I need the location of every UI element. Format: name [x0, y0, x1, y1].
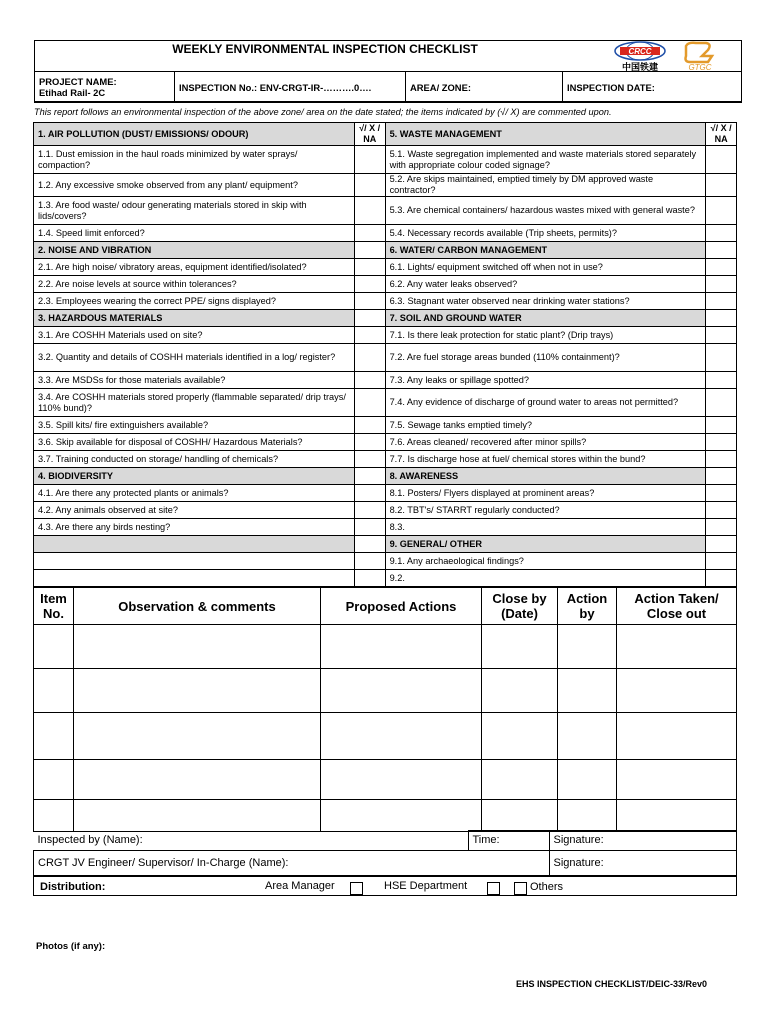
checklist-question: 5.1. Waste segregation implemented and waste materials stored separately with appropriate colour coded signage? — [385, 146, 706, 174]
inspection-date-field[interactable]: INSPECTION DATE: — [563, 72, 742, 103]
observation-row — [34, 713, 737, 760]
logo-chinese-text: 中国铁建 — [621, 63, 659, 72]
item-no-cell[interactable] — [34, 669, 74, 713]
checklist-question: 2.1. Are high noise/ vibratory areas, equipment identified/isolated? — [34, 259, 355, 276]
project-name: Etihad Rail- 2C — [39, 87, 106, 98]
check-mark-cell[interactable] — [706, 225, 737, 242]
item-no-cell[interactable] — [34, 625, 74, 669]
checklist-row — [34, 536, 737, 553]
check-mark-cell[interactable] — [706, 553, 737, 570]
check-mark-cell[interactable] — [706, 502, 737, 519]
check-mark-cell[interactable] — [354, 451, 385, 468]
observation-row — [34, 800, 737, 832]
check-mark-cell[interactable] — [706, 389, 737, 417]
check-mark-cell[interactable] — [706, 259, 737, 276]
checklist-row — [34, 389, 737, 417]
check-mark-cell[interactable] — [706, 344, 737, 372]
checklist-question: 1.1. Dust emission in the haul roads minimized by water sprays/ compaction? — [34, 146, 355, 174]
proposed-action-cell[interactable] — [321, 669, 482, 713]
check-mark-cell[interactable] — [354, 553, 385, 570]
checklist-question: 3.5. Spill kits/ fire extinguishers available? — [34, 417, 355, 434]
action-taken-cell[interactable] — [617, 713, 737, 760]
check-mark-cell[interactable] — [354, 434, 385, 451]
inspection-no-field[interactable]: INSPECTION No.: ENV-CRGT-IR-……….0…. — [175, 72, 406, 103]
gtgc-logo-text: GTGC — [688, 63, 712, 72]
item-no-cell[interactable] — [34, 760, 74, 800]
checklist-row — [34, 242, 737, 259]
inspection-checklist — [33, 122, 737, 587]
checklist-question: 3.1. Are COSHH Materials used on site? — [34, 327, 355, 344]
checklist-question: 1.4. Speed limit enforced? — [34, 225, 355, 242]
footer-doc-code: EHS INSPECTION CHECKLIST/DEIC-33/Rev0 — [516, 979, 708, 989]
checklist-question: 9.1. Any archaeological findings? — [385, 553, 706, 570]
checklist-question: 7.6. Areas cleaned/ recovered after minor spills? — [385, 434, 706, 451]
checklist-question: 2.2. Are noise levels at source within tolerances? — [34, 276, 355, 293]
check-mark-cell[interactable] — [706, 174, 737, 197]
check-mark-cell[interactable] — [354, 259, 385, 276]
distribution-label: Distribution: — [40, 881, 106, 893]
proposed-action-cell[interactable] — [321, 800, 482, 832]
checklist-row — [34, 519, 737, 536]
observation-cell[interactable] — [74, 800, 321, 832]
checklist-row — [34, 123, 737, 146]
check-mark-cell[interactable] — [706, 536, 737, 553]
check-mark-cell[interactable] — [354, 327, 385, 344]
check-mark-cell[interactable] — [354, 276, 385, 293]
project-name-cell[interactable] — [35, 72, 175, 103]
close-by-cell[interactable] — [482, 713, 558, 760]
checklist-question: 6.3. Stagnant water observed near drinking water stations? — [385, 293, 706, 310]
checklist-question: 4.3. Are there any birds nesting? — [34, 519, 355, 536]
distribution-row — [33, 876, 737, 896]
check-mark-cell[interactable] — [354, 372, 385, 389]
photos-label: Photos (if any): — [36, 941, 106, 952]
check-mark-cell[interactable] — [354, 146, 385, 174]
checklist-question: 8.2. TBT's/ STARRT regularly conducted? — [385, 502, 706, 519]
check-mark-cell[interactable] — [354, 536, 385, 553]
action-by-cell[interactable] — [558, 625, 617, 669]
check-mark-cell[interactable] — [354, 519, 385, 536]
check-mark-cell[interactable] — [706, 451, 737, 468]
checklist-question: 7.1. Is there leak protection for static plant? (Drip trays) — [385, 327, 706, 344]
checklist-question: 9.2. — [385, 570, 706, 587]
signature-table — [33, 830, 737, 876]
observation-row — [34, 625, 737, 669]
col-action-by: Action by — [558, 588, 617, 625]
col-action-taken: Action Taken/ Close out — [617, 588, 737, 625]
checklist-row — [34, 502, 737, 519]
checklist-row — [34, 146, 737, 174]
time-field[interactable]: Time: — [468, 831, 549, 851]
col-item-no: Item No. — [34, 588, 74, 625]
checklist-question: 7.5. Sewage tanks emptied timely? — [385, 417, 706, 434]
checklist-row — [34, 372, 737, 389]
check-mark-cell[interactable] — [706, 242, 737, 259]
check-mark-cell[interactable] — [354, 242, 385, 259]
checklist-question: 3.2. Quantity and details of COSHH materials identified in a log/ register? — [34, 344, 355, 372]
observation-row — [34, 669, 737, 713]
checklist-question: 3.6. Skip available for disposal of COSHH/ Hazardous Materials? — [34, 434, 355, 451]
checklist-row — [34, 570, 737, 587]
checklist-row — [34, 276, 737, 293]
checklist-question: 7.3. Any leaks or spillage spotted? — [385, 372, 706, 389]
checklist-row — [34, 327, 737, 344]
section-heading: 1. AIR POLLUTION (DUST/ EMISSIONS/ ODOUR) — [34, 123, 355, 146]
check-mark-cell[interactable] — [354, 174, 385, 197]
check-mark-cell[interactable] — [354, 468, 385, 485]
check-mark-cell[interactable] — [706, 434, 737, 451]
checklist-question — [34, 570, 355, 587]
close-by-cell[interactable] — [482, 800, 558, 832]
header-info-row — [34, 71, 742, 103]
action-taken-cell[interactable] — [617, 669, 737, 713]
checklist-question: 7.7. Is discharge hose at fuel/ chemical stores within the bund? — [385, 451, 706, 468]
checklist-row — [34, 417, 737, 434]
area-zone-field[interactable]: AREA/ ZONE: — [406, 72, 563, 103]
checklist-question — [34, 553, 355, 570]
signature-field[interactable]: Signature: — [549, 831, 737, 851]
check-mark-cell[interactable] — [354, 417, 385, 434]
section-heading: 6. WATER/ CARBON MANAGEMENT — [385, 242, 706, 259]
check-mark-cell[interactable] — [354, 225, 385, 242]
observation-table — [33, 587, 737, 832]
checklist-question: 4.1. Are there any protected plants or animals? — [34, 485, 355, 502]
checklist-question: 8.1. Posters/ Flyers displayed at prominent areas? — [385, 485, 706, 502]
checklist-question: 5.3. Are chemical containers/ hazardous wastes mixed with general waste? — [385, 197, 706, 225]
inspected-by-field[interactable]: Inspected by (Name): — [37, 833, 143, 846]
checklist-row — [34, 344, 737, 372]
section-heading: 9. GENERAL/ OTHER — [385, 536, 706, 553]
crcc-logo-icon — [608, 40, 743, 72]
action-by-cell[interactable] — [558, 713, 617, 760]
checklist-row — [34, 485, 737, 502]
checklist-row — [34, 293, 737, 310]
section-heading: 3. HAZARDOUS MATERIALS — [34, 310, 355, 327]
check-mark-cell[interactable] — [354, 389, 385, 417]
checklist-question: 6.2. Any water leaks observed? — [385, 276, 706, 293]
checklist-question: 1.2. Any excessive smoke observed from any plant/ equipment? — [34, 174, 355, 197]
observation-cell[interactable] — [74, 669, 321, 713]
project-label: PROJECT NAME: — [39, 76, 117, 87]
checklist-row — [34, 468, 737, 485]
observation-header-row — [34, 588, 737, 625]
observation-row — [34, 760, 737, 800]
checklist-question: 5.4. Necessary records available (Trip sheets, permits)? — [385, 225, 706, 242]
check-mark-cell[interactable] — [354, 502, 385, 519]
action-taken-cell[interactable] — [617, 625, 737, 669]
checklist-question: 3.4. Are COSHH materials stored properly (flammable separated/ drip trays/ 110% bund)? — [34, 389, 355, 417]
check-mark-cell[interactable]: √/ X / NA — [354, 123, 385, 146]
report-note: This report follows an environmental inspection of the above zone/ area on the date stated; the items indicated by (√/ X) are commented upon. — [34, 107, 612, 117]
action-by-cell[interactable] — [558, 760, 617, 800]
observation-cell[interactable] — [74, 760, 321, 800]
col-observation: Observation & comments — [74, 588, 321, 625]
observation-cell[interactable] — [74, 713, 321, 760]
checklist-question: 7.4. Any evidence of discharge of ground water to areas not permitted? — [385, 389, 706, 417]
checklist-question: 3.3. Are MSDSs for those materials available? — [34, 372, 355, 389]
form-title: WEEKLY ENVIRONMENTAL INSPECTION CHECKLIST — [172, 42, 478, 56]
checklist-row — [34, 197, 737, 225]
area-manager-checkbox[interactable] — [350, 882, 363, 895]
check-mark-cell[interactable] — [354, 344, 385, 372]
check-mark-cell[interactable] — [706, 519, 737, 536]
check-mark-cell[interactable] — [354, 197, 385, 225]
section-heading: 8. AWARENESS — [385, 468, 706, 485]
checklist-row — [34, 310, 737, 327]
check-mark-cell[interactable] — [706, 485, 737, 502]
signature-field-2[interactable]: Signature: — [549, 851, 737, 876]
checklist-row — [34, 553, 737, 570]
check-mark-cell[interactable] — [706, 293, 737, 310]
others-checkbox[interactable] — [514, 882, 527, 895]
action-by-cell[interactable] — [558, 800, 617, 832]
hse-label: HSE Department — [384, 880, 468, 892]
check-mark-cell[interactable] — [706, 146, 737, 174]
section-heading — [34, 536, 355, 553]
check-mark-cell[interactable] — [706, 310, 737, 327]
checklist-question: 7.2. Are fuel storage areas bunded (110% containment)? — [385, 344, 706, 372]
checklist-question: 5.2. Are skips maintained, emptied timely by DM approved waste contractor? — [385, 174, 706, 197]
check-mark-cell[interactable] — [706, 570, 737, 587]
checklist-row — [34, 434, 737, 451]
action-taken-cell[interactable] — [617, 800, 737, 832]
action-by-cell[interactable] — [558, 669, 617, 713]
col-close-by: Close by (Date) — [482, 588, 558, 625]
item-no-cell[interactable] — [34, 800, 74, 832]
check-mark-cell[interactable] — [354, 293, 385, 310]
company-logos — [608, 40, 743, 72]
checklist-row — [34, 225, 737, 242]
checklist-row — [34, 451, 737, 468]
col-proposed-actions: Proposed Actions — [321, 588, 482, 625]
checklist-row — [34, 174, 737, 197]
proposed-action-cell[interactable] — [321, 625, 482, 669]
check-mark-cell[interactable] — [706, 372, 737, 389]
check-mark-cell[interactable]: √/ X / NA — [706, 123, 737, 146]
checklist-question: 6.1. Lights/ equipment switched off when not in use? — [385, 259, 706, 276]
checklist-question: 1.3. Are food waste/ odour generating materials stored in skip with lids/covers? — [34, 197, 355, 225]
observation-cell[interactable] — [74, 625, 321, 669]
others-label: Others — [530, 881, 564, 893]
item-no-cell[interactable] — [34, 713, 74, 760]
check-mark-cell[interactable] — [354, 310, 385, 327]
proposed-action-cell[interactable] — [321, 760, 482, 800]
logo-badge-text: CRCC — [628, 47, 652, 56]
action-taken-cell[interactable] — [617, 760, 737, 800]
check-mark-cell[interactable] — [706, 417, 737, 434]
check-mark-cell[interactable] — [354, 485, 385, 502]
section-heading: 7. SOIL AND GROUND WATER — [385, 310, 706, 327]
proposed-action-cell[interactable] — [321, 713, 482, 760]
close-by-cell[interactable] — [482, 625, 558, 669]
section-heading: 5. WASTE MANAGEMENT — [385, 123, 706, 146]
checklist-question: 8.3. — [385, 519, 706, 536]
section-heading: 4. BIODIVERSITY — [34, 468, 355, 485]
check-mark-cell[interactable] — [706, 276, 737, 293]
check-mark-cell[interactable] — [706, 468, 737, 485]
checklist-row — [34, 259, 737, 276]
checklist-question: 4.2. Any animals observed at site? — [34, 502, 355, 519]
area-manager-label: Area Manager — [265, 880, 335, 892]
engineer-name-field[interactable]: CRGT JV Engineer/ Supervisor/ In-Charge (Name): — [34, 851, 550, 876]
check-mark-cell[interactable] — [354, 570, 385, 587]
check-mark-cell[interactable] — [706, 197, 737, 225]
close-by-cell[interactable] — [482, 669, 558, 713]
hse-checkbox[interactable] — [487, 882, 500, 895]
check-mark-cell[interactable] — [706, 327, 737, 344]
section-heading: 2. NOISE AND VIBRATION — [34, 242, 355, 259]
checklist-question: 3.7. Training conducted on storage/ handling of chemicals? — [34, 451, 355, 468]
close-by-cell[interactable] — [482, 760, 558, 800]
checklist-question: 2.3. Employees wearing the correct PPE/ signs displayed? — [34, 293, 355, 310]
